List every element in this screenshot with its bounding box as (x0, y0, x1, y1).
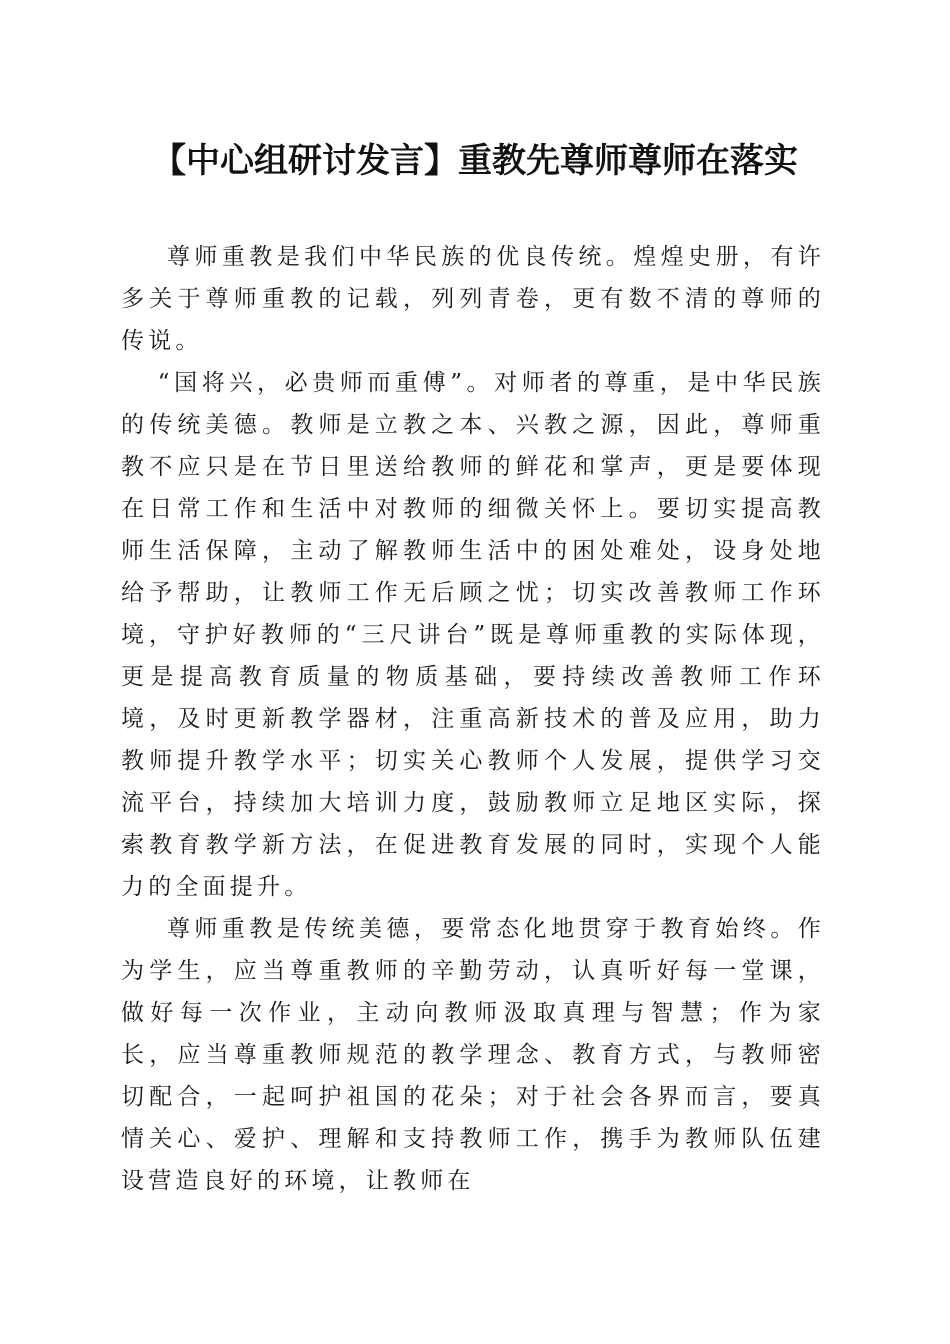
document-title: 【中心组研讨发言】重教先尊师尊师在落实 (152, 141, 798, 181)
paragraph-1: 尊师重教是我们中华民族的优良传统。煌煌史册，有许多关于尊师重教的记载，列列青卷，更有数不清的尊师的传说。 (121, 244, 825, 354)
paragraph-3: 尊师重教是传统美德，要常态化地贯穿于教育始终。作为学生，应当尊重教师的辛勤劳动，认真听好每一堂课，做好每一次作业，主动向教师汲取真理与智慧；作为家长，应当尊重教师规范的教学理念、教育方式，与教师密切配合，一起呵护祖国的花朵；对于社会各界而言，要真情关心、爱护、理解和支持教师工作，携手为教师队伍建设营造良好的环境，让教师在 (121, 916, 825, 1194)
paragraph-2: “国将兴，必贵师而重傅”。对师者的尊重，是中华民族的传统美德。教师是立教之本、兴教之源，因此，尊师重教不应只是在节日里送给教师的鲜花和掌声，更是要体现在日常工作和生活中对教师的细微关怀上。要切实提高教师生活保障，主动了解教师生活中的困处难处，设身处地给予帮助，让教师工作无后顾之忧；切实改善教师工作环境，守护好教师的“三尺讲台”既是尊师重教的实际体现，更是提高教育质量的物质基础，要持续改善教师工作环境，及时更新教学器材，注重高新技术的普及应用，助力教师提升教学水平；切实关心教师个人发展，提供学习交流平台，持续加大培训力度，鼓励教师立足地区实际，探索教育教学新方法，在促进教育发展的同时，实现个人能力的全面提升。 (121, 370, 825, 900)
document-body (121, 236, 825, 1202)
